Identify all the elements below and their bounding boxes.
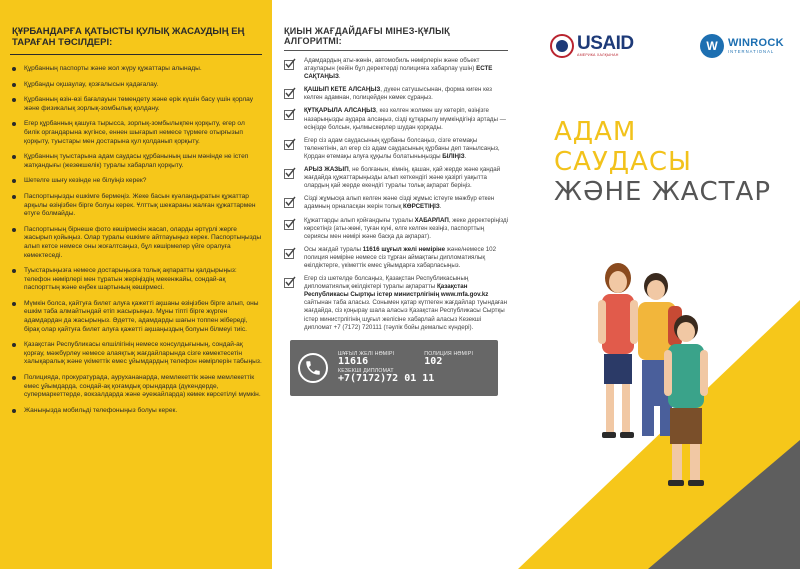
tactic-item [10, 226, 262, 260]
bullet-icon [12, 409, 16, 413]
step-text: . [338, 73, 341, 81]
brochure-title [554, 117, 771, 207]
winrock-wordmark: WINROCK [728, 37, 784, 49]
tactic-item [10, 341, 262, 367]
phone-icon [298, 353, 328, 383]
checkbox-icon [284, 218, 296, 230]
tactic-item [10, 120, 262, 146]
checkbox-icon [284, 87, 296, 99]
checkbox-icon [284, 167, 296, 179]
algorithm-step [284, 246, 508, 270]
diplomat-number: +7(7172)72 01 11 [338, 373, 435, 385]
tactics-list [10, 65, 262, 415]
step-emphasis: Қазақстан Республикасы Сыртқы істер министрлігінің www.mfa.gov.kz [304, 283, 489, 299]
step-text: . [439, 203, 442, 211]
winrock-w-icon: W [700, 34, 724, 58]
right-panel [518, 0, 800, 569]
step-text: , жеке деректеріңізді көрсетіңіз (аты-жөні, туған күні, елге келген кезіңіз, паспорттың сериясы мен нөмірі және басқа да ақпарат). [304, 216, 508, 240]
tactic-text: Жаныңызда мобильді телефоныңыз болуы керек. [24, 406, 178, 414]
step-emphasis: АРЫЗ ЖАЗЫП [304, 166, 349, 174]
winrock-subtitle: INTERNATIONAL [728, 49, 775, 54]
tactic-text: Қазақстан Республикасы елшілігінің немесе консулдығының, сондай-ақ қорғау, мәжбүрлеу немесе алаяқтық жағдайларында сізге көмектесетін халықаралық және үкіметтік емес ұйымдардың телефон нөмірлерін табыңыз. [24, 341, 262, 366]
police-number: 102 [424, 356, 443, 368]
step-text: , кез келген жолмен шу көтеріп, өзіңізге назарыңызды аудара алсаңыз, сізді құтқарылу мүмкіндігіңіз артады — есіңізде болсын, қылмыскерлер шудан қорқады. [304, 107, 506, 131]
checkbox-icon [284, 196, 296, 208]
step-emphasis: 11616 шұғыл желі нөміріне [362, 245, 446, 253]
algorithm-steps [284, 57, 508, 332]
winrock-logo [700, 34, 784, 58]
bullet-icon [12, 155, 16, 159]
bullet-icon [12, 228, 16, 232]
tactic-text: Паспортының бірнеше фото көшірмесін жасап, оларды әртүрлі жерге жасырып қойыңыз. Олар туралы ешкімге айтпауыңыз керек. Паспортыңызды алып кетсе немесе оны жоғалтсаңыз, бұл көшірмелер үйге оралуға көмектеседі. [24, 225, 262, 259]
checkbox-icon [284, 108, 296, 120]
step-emphasis: ХАБАРЛАП [414, 216, 449, 224]
bullet-icon [12, 343, 16, 347]
algorithm-step [284, 107, 508, 131]
algorithm-step [284, 275, 508, 332]
bullet-icon [12, 302, 16, 306]
divider [10, 54, 262, 55]
tactic-text: Полицияда, прокуратурада, аурухананарда, мемлекеттік және мемлекеттік емес ұйымдарда, сондай-ақ қоғамдық орындарда (дүкендерде, супермаркеттерде, вокзалдарда және әуежайларда) көмек көрсетілуі мүмкін. [24, 374, 261, 399]
police-label: ПОЛИЦИЯ НӨМІРІ [424, 351, 474, 358]
tactic-text: Құрбанның паспорты және жол жүру құжаттары алынады. [24, 65, 202, 72]
title-line-2: САУДАСЫ [554, 147, 692, 177]
tactic-text: Құрбанның туыстарына адам саудасы құрбанының шын мәнінде не істеп жатқандығы (жезөкшелік) туралы хабарлап қорқыту. [24, 153, 249, 169]
tactic-item [10, 65, 262, 74]
tactic-text: Шетелге шығу кезінде не білуіңіз керек? [24, 177, 147, 185]
step-text: Құжаттарды алып қойғандығы туралы [304, 216, 415, 224]
algorithm-title: ҚИЫН ЖАҒДАЙДАҒЫ МІНЕЗ-ҚҰЛЫҚ АЛГОРИТМІ: [284, 26, 450, 46]
step-emphasis: ЕСТЕ САҚТАҢЫЗ [304, 65, 493, 81]
step-text: . [464, 152, 467, 160]
step-text: , дүкен сатушысынан, форма киген кез келген адамнан, полицейден көмек сұраңыз. [304, 86, 493, 102]
tactic-item [10, 193, 262, 219]
checkbox-icon [284, 138, 296, 150]
girl-figure-icon [598, 263, 638, 438]
algorithm-step [284, 217, 508, 241]
algorithm-step [284, 166, 508, 190]
hotline-number: 11616 [338, 356, 369, 368]
tactic-text: Туыстарыңызға немесе достарыңызға толық ақпаратты қалдырыңыз: телефон нөмірлері мен тұратын жеріңіздің мекенжайы, сондай-ақ паспорттың және еңбек шартының көшірмесі. [24, 267, 237, 292]
hotline-numbers [338, 351, 473, 384]
step-text: Егер сіз шетелде болсаңыз, Қазақстан Республикасының дипломатиялық өкілдіктері туралы ақпаратты [304, 275, 469, 291]
tactic-item [10, 81, 262, 90]
youth-illustration [518, 250, 800, 569]
step-emphasis: ҚАШЫП КЕТЕ АЛСАҢЫЗ [304, 86, 381, 94]
step-text: Егер сіз адам саудасының құрбаны болсаңыз, сізге өтемақы төленетінін, ал егер сіз адам саудасының құрбаны деп танылсаңыз, Қордан өтемақы алуға құқылы болатыныңызды [304, 136, 500, 160]
hotline-box [290, 340, 498, 396]
left-panel-title: ҚҰРБАНДАРҒА ҚАТЫСТЫ ҚУЛЫҚ ЖАСАУДЫҢ ЕҢ ТАРАҒАН ТӘСІЛДЕРІ: [12, 26, 245, 48]
tactic-text: Құрбанды оқшаулау, қозғалысын қадағалау. [24, 80, 159, 88]
algorithm-step [284, 57, 508, 81]
bullet-icon [12, 376, 16, 380]
middle-panel [272, 0, 518, 569]
step-text: Осы жағдай туралы [304, 245, 363, 253]
tactic-text: Паспортыңызды ешкімге бермеңіз. Жеке басын куәландыратын құжаттар арқылы өзіңізбен бірге болуы керек. Ұлттық шекараны жалған құжаттармен өтуге болмайды. [24, 192, 256, 218]
step-emphasis: КӨРСЕТІҢІЗ [403, 203, 440, 211]
step-emphasis: БІЛІҢІЗ [442, 152, 465, 160]
tactic-item [10, 267, 262, 293]
tactic-text: Мүмкін болса, қайтуға билет алуға қажетті ақшаны өзіңізбен бірге алып, оны ешкім таба алмайтындай етіп жасырыңыз. Мұны тіпті бірге жүрген адамдардан да жасырыңыз. Әдетте, адамдарды шағын топпен жібереді, бірақ олар қайтуға билет алуға қажетті ақшаңыздың болуын білмеуі тиіс. [24, 299, 259, 333]
tactic-item [10, 153, 262, 170]
usaid-logo [550, 34, 634, 58]
bullet-icon [12, 269, 16, 273]
left-panel [0, 0, 272, 569]
algorithm-step [284, 86, 508, 102]
tactic-text: Құрбанның өзін-өзі бағалауын төмендету және ерік күшін басу үшін қорлау және физикалық зорлық-зомбылық қолдану. [24, 96, 254, 112]
bullet-icon [12, 179, 16, 183]
bullet-icon [12, 67, 16, 71]
usaid-subtitle: АМЕРИКА ХАЛҚЫНАН [577, 53, 619, 57]
usaid-wordmark: USAID [577, 33, 634, 54]
title-line-3: ЖӘНЕ ЖАСТАР [554, 177, 772, 207]
title-line-1: АДАМ [554, 117, 637, 147]
checkbox-icon [284, 58, 296, 70]
tactic-item [10, 177, 262, 186]
algorithm-step [284, 137, 508, 161]
step-text: Сізді жұмысқа алып келген және сізді жұмыс істеуге мәжбүр еткен адамның орналасқан жерін толық [304, 195, 495, 211]
checkbox-icon [284, 247, 296, 259]
tactic-item [10, 300, 262, 334]
tactic-item [10, 407, 262, 416]
step-text: сайтынан таба аласыз. Сонымен қатар күтпеген жағдайлар туындаған жағдайда, сіз қоңырау шала аласыз Қазақстан Республикасы Сыртқы істер министрлігінің шұғыл желісіне хабарлай аласыз Кезекші дипломат +7 (7172) 720111 (тәулік бойы демалыс күндері). [304, 299, 508, 331]
divider [284, 50, 508, 51]
bullet-icon [12, 122, 16, 126]
algorithm-step [284, 195, 508, 211]
bullet-icon [12, 98, 16, 102]
tactic-text: Егер құрбанның қашуға тырысса, зорлық-зомбылықпен қорқыту, егер ол билік органдарына жүгінсе, еннен шығарып немесе түрмеге отырғызып қорқыту, туыстары мен достарына қул қолданып қорқыту. [24, 120, 245, 145]
logos [542, 34, 790, 62]
hotline-label: ШҰҒЫЛ ЖЕЛІ НӨМІРІ [338, 351, 395, 358]
step-emphasis: ҚҰТҚАРЫЛА АЛСАҢЫЗ [304, 107, 377, 115]
usaid-seal-icon [550, 34, 574, 58]
step-text: , не болғанын, кімнің, қашан, қай жерде және қандай жағдайда құжаттарыңызды алып кеткендігі және қазіргі уақытта олардың қай жерде екендігі туралы толық ақпарат беріңіз. [304, 166, 501, 190]
step-text: Адамдардың аты-жөнін, автомобиль нөмірлерін және объект атауларын (кейін бұл деректерді полицияға хабарлау үшін) [304, 57, 480, 73]
diplomat-label: КЕЗЕКШІ ДИПЛОМАТ [338, 368, 394, 375]
bullet-icon [12, 195, 16, 199]
tactic-item [10, 96, 262, 113]
tactic-item [10, 374, 262, 400]
bullet-icon [12, 83, 16, 87]
checkbox-icon [284, 276, 296, 288]
step-text: және/немесе 102 полиция нөміріне немесе сіз тұрған аймақтағы дипломатиялық өкілдіктерге, үкіметтік емес ұйымдарға хабарласыңыз. [304, 245, 497, 269]
